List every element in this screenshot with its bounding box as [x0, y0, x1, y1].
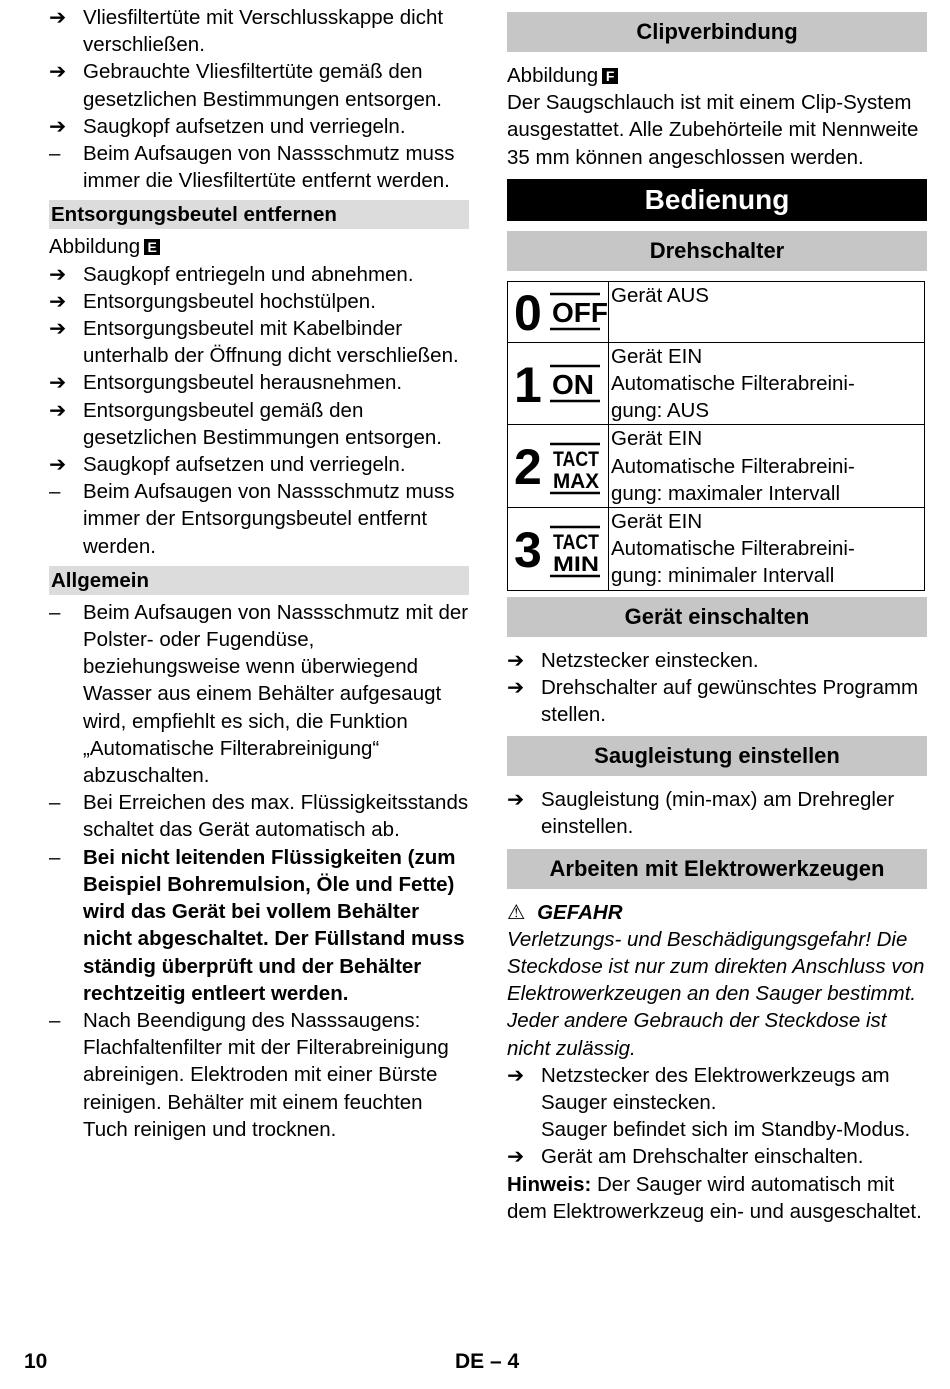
section-heading-allgemein: Allgemein	[49, 566, 469, 595]
dial-symbol-cell	[508, 425, 609, 508]
right-column	[507, 4, 927, 1225]
list-item	[49, 369, 469, 396]
list-item	[49, 789, 469, 843]
dial-label-bottom: MIN	[553, 552, 599, 576]
list-item-text: Entsorgungsbeutel herausnehmen.	[83, 371, 403, 395]
list-item	[507, 674, 927, 728]
dial-symbol-cell	[508, 508, 609, 591]
dial-row	[508, 281, 925, 342]
saugleistung-steps	[507, 786, 927, 840]
dial-position-icon	[508, 519, 608, 579]
note	[507, 1171, 927, 1225]
list-item	[49, 113, 469, 140]
dash-bullet-icon: –	[49, 791, 61, 815]
intro-list	[49, 4, 469, 194]
dial-number: 3	[514, 521, 542, 578]
list-item-text: Bei Erreichen des max. Flüssigkeitsstands schaltet das Gerät automatisch ab.	[83, 791, 469, 842]
arrow-icon: ➔	[49, 317, 67, 341]
dial-description-cell	[609, 281, 925, 342]
list-item	[49, 261, 469, 288]
list-item-text: Nach Beendigung des Nasssaugens: Flachfaltenfilter mit der Filterabreinigung abreinigen. Elektroden mit einer Bürste reinigen. Behälter mit einem feuchten Tuch reinigen und trocknen.	[83, 1008, 449, 1141]
dial-description-cell	[609, 342, 925, 425]
clip-text: Der Saugschlauch ist mit einem Clip-System ausgestattet. Alle Zubehörteile mit Nennweite 35 mm können angeschlossen werden.	[507, 91, 919, 169]
dial-row	[508, 342, 925, 425]
dial-number: 2	[514, 439, 542, 496]
chapter-heading-bedienung: Bedienung	[507, 179, 927, 221]
figure-label: Abbildung	[507, 64, 599, 87]
dial-description-line: gung: maximaler Intervall	[611, 481, 841, 505]
arrow-icon: ➔	[507, 788, 525, 812]
dash-bullet-icon: –	[49, 480, 61, 504]
dial-position-icon	[508, 436, 608, 496]
dial-description-line: gung: minimaler Intervall	[611, 564, 835, 588]
allgemein-list	[49, 599, 469, 1143]
arrow-icon: ➔	[507, 648, 525, 672]
list-item-text: Beim Aufsaugen von Nassschmutz muss immer der Entsorgungsbeutel entfernt werden.	[83, 480, 455, 558]
arrow-icon: ➔	[49, 398, 67, 422]
list-item-text: Entsorgungsbeutel hochstülpen.	[83, 289, 376, 313]
dial-description-line: Automatische Filterabreini-	[611, 372, 855, 396]
step-text: Gerät am Drehschalter einschalten.	[541, 1145, 864, 1169]
dial-description-line: Gerät EIN	[611, 427, 703, 451]
list-item	[507, 1143, 927, 1170]
list-item-text: Drehschalter auf gewünschtes Programm stellen.	[541, 675, 919, 727]
dial-description-line: Gerät AUS	[611, 283, 709, 307]
list-item-text: Gebrauchte Vliesfiltertüte gemäß den gesetzlichen Bestimmungen entsorgen.	[83, 60, 442, 111]
page-reference: DE – 4	[455, 1350, 520, 1373]
list-item	[507, 647, 927, 674]
step-subtext: Sauger befindet sich im Standby-Modus.	[541, 1118, 911, 1142]
dial-description-line: Gerät EIN	[611, 510, 703, 534]
dash-bullet-icon: –	[49, 142, 61, 166]
warning-text: Verletzungs- und Beschädigungsgefahr! Die Steckdose ist nur zum direkten Anschluss von Elektrowerkzeugen an den Sauger bestimmt. Jeder andere Gebrauch der Steckdose ist nicht zulässig.	[507, 927, 925, 1060]
section-heading-elektrowerkzeuge: Arbeiten mit Elektrowerkzeugen	[507, 849, 927, 889]
einschalten-steps	[507, 647, 927, 729]
list-item	[49, 140, 469, 194]
figure-letter-icon: E	[144, 239, 160, 255]
dial-description-line: Gerät EIN	[611, 344, 703, 368]
section-heading-clipverbindung: Clipverbindung	[507, 12, 927, 52]
arrow-icon: ➔	[49, 6, 67, 29]
arrow-icon: ➔	[49, 262, 67, 286]
figure-letter-icon: F	[602, 68, 618, 84]
list-item-text: Saugkopf entriegeln und abnehmen.	[83, 262, 414, 286]
dial-description-cell	[609, 508, 925, 591]
arrow-icon: ➔	[507, 1145, 525, 1169]
dial-number: 1	[514, 356, 542, 413]
dial-symbol-cell	[508, 342, 609, 425]
warning-triangle-icon: ⚠	[507, 900, 526, 924]
left-column	[49, 4, 469, 1143]
entsorgungsbeutel-steps	[49, 261, 469, 560]
section-heading-saugleistung: Saugleistung einstellen	[507, 736, 927, 776]
list-item-text: Saugkopf aufsetzen und verriegeln.	[83, 114, 406, 138]
arrow-icon: ➔	[49, 114, 67, 138]
list-item-text: Saugleistung (min-max) am Drehregler einstellen.	[541, 788, 895, 839]
arrow-icon: ➔	[49, 60, 67, 84]
note-label: Hinweis:	[507, 1172, 592, 1196]
arrow-icon: ➔	[49, 453, 67, 477]
dash-bullet-icon: –	[49, 845, 61, 869]
dial-position-icon	[508, 354, 608, 414]
dash-bullet-icon: –	[49, 1008, 61, 1032]
list-item	[49, 315, 469, 369]
warning-heading	[507, 899, 927, 926]
dial-row	[508, 425, 925, 508]
list-item-text: Entsorgungsbeutel mit Kabelbinder unterhalb der Öffnung dicht verschließen.	[83, 317, 459, 368]
list-item	[49, 451, 469, 478]
list-item	[49, 288, 469, 315]
dial-label: ON	[552, 368, 594, 400]
dial-label-top: TACT	[553, 448, 600, 472]
section-heading-geraet-einschalten: Gerät einschalten	[507, 597, 927, 637]
dial-position-icon	[508, 282, 608, 342]
arrow-icon: ➔	[507, 675, 525, 699]
list-item	[49, 1007, 469, 1143]
dial-label: OFF	[552, 296, 608, 328]
list-item-text: Entsorgungsbeutel gemäß den gesetzlichen Bestimmungen entsorgen.	[83, 398, 442, 449]
list-item	[49, 4, 469, 58]
dial-description-line: Automatische Filterabreini-	[611, 537, 855, 561]
list-item-text: Saugkopf aufsetzen und verriegeln.	[83, 453, 406, 477]
figure-label: Abbildung	[49, 235, 141, 259]
list-item-text: Beim Aufsaugen von Nassschmutz mit der Polster- oder Fugendüse, beziehungsweise wenn überwiegend Wasser aus einem Behälter aufgesaugt wird, empfiehlt es sich, die Funktion „Automatische Filterabreinigung“ abzuschalten.	[83, 600, 469, 788]
step-text: Netzstecker des Elektrowerkzeugs am Sauger einstecken.	[541, 1063, 890, 1115]
figure-reference	[49, 233, 469, 260]
list-item	[49, 478, 469, 560]
dial-table	[507, 281, 925, 591]
page-number: 10	[24, 1350, 48, 1373]
list-item	[507, 786, 927, 840]
section-heading-entsorgungsbeutel: Entsorgungsbeutel entfernen	[49, 200, 469, 229]
list-item	[49, 599, 469, 789]
list-item	[49, 397, 469, 451]
dash-bullet-icon: –	[49, 600, 61, 624]
note-text: Der Sauger wird automatisch mit dem Elektrowerkzeug ein- und ausgeschaltet.	[507, 1172, 922, 1223]
dial-label-bottom: MAX	[553, 470, 599, 494]
section-heading-drehschalter: Drehschalter	[507, 231, 927, 271]
dial-description-cell	[609, 425, 925, 508]
arrow-icon: ➔	[49, 289, 67, 313]
list-item	[507, 1062, 927, 1144]
warning-label: GEFAHR	[537, 900, 623, 924]
list-item	[49, 58, 469, 112]
list-item-text: Bei nicht leitenden Flüssigkeiten (zum Beispiel Bohremulsion, Öle und Fette) wird das Gerät bei vollem Behälter nicht abgeschaltet. Der Füllstand muss ständig überprüft und der Behälter rechtzeitig entleert werden.	[83, 845, 465, 1005]
dial-number: 0	[514, 284, 542, 341]
list-item-text: Netzstecker einstecken.	[541, 648, 759, 672]
list-item-text: Beim Aufsaugen von Nassschmutz muss immer die Vliesfiltertüte entfernt werden.	[83, 142, 455, 193]
dial-description-line: gung: AUS	[611, 399, 710, 423]
list-item-text: Vliesfiltertüte mit Verschlusskappe dicht verschließen.	[83, 6, 444, 57]
list-item	[49, 844, 469, 1007]
dial-symbol-cell	[508, 281, 609, 342]
arrow-icon: ➔	[49, 371, 67, 395]
dial-row	[508, 508, 925, 591]
arrow-icon: ➔	[507, 1063, 525, 1087]
dial-description-line: Automatische Filterabreini-	[611, 454, 855, 478]
dial-label-top: TACT	[553, 530, 600, 554]
figure-reference	[507, 62, 927, 89]
